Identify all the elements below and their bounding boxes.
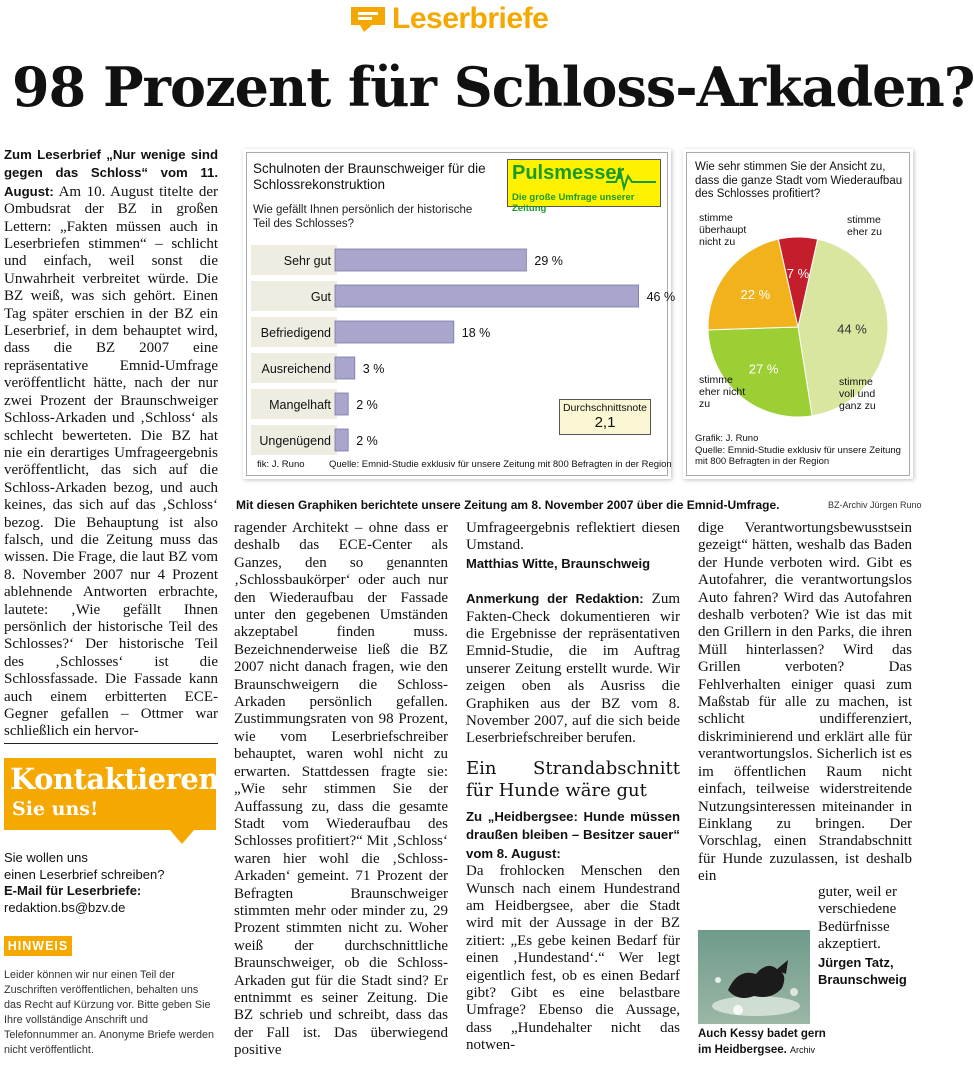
bar-category-label: Sehr gut	[283, 254, 331, 268]
pie-chart-source: Quelle: Emnid-Studie exklusiv für unsere Zeitung mit 800 Befragten in der Region	[695, 445, 901, 467]
pulsmesser-logo	[507, 159, 661, 214]
editor-note-text: Zum Fakten-Check dokumentieren wir die Ergebnisse der repräsentativen Emnid-Studie, die im Auftrag unserer Zeitung erstellt wurde. Wir zeigen oben als Ausriss die Graphiken aus der BZ vom 8. November 2007, auf die sich beide Leserbriefschreiber berufen.	[466, 591, 681, 747]
letter1-column2	[234, 520, 448, 1060]
average-grade-box	[559, 399, 651, 435]
pie-chart-credit: Grafik: J. Runo	[695, 433, 759, 444]
section-title: Leserbriefe	[392, 2, 549, 35]
letter2-author: Jürgen Tatz, Braunschweig	[818, 954, 907, 987]
letter1-kicker: Zum Leserbrief „Nur wenige sind gegen das Schloss“ vom 11. August:	[4, 147, 218, 199]
bar-category-label: Mangelhaft	[269, 398, 331, 412]
pulsmesser-tagline: Die große Umfrage unserer Zeitung	[512, 192, 635, 214]
bar-category-label: Ausreichend	[261, 362, 331, 376]
letter2-column4	[698, 520, 912, 885]
pie-value-label: 22 %	[740, 286, 771, 302]
letter1-body: Am 10. August titelte der Ombudsrat der BZ in großen Lettern: „Fakten müssen auch in Leserbriefen stimmen“ – schlicht und einfach, weil sonst die Unwahrheit verbreitet würde. Die BZ weiß, was sich gehört. Einen Tag später erschien in der BZ ein Leserbrief, in dem behauptet wird, dass die BZ 2007 eine repräsentative Emnid-Umfrage veröffentlicht hätte, nach der nur zwei Prozent der Braunschweiger Schloss-Arkaden und ‚Schloss‘ als schlecht bewerteten. Die BZ hat nie ein derartiges Umfrageergebnis veröffentlicht, das sich auf die Schloss-Arkaden bezog, und auch keines, das sich auf das ‚Schloss‘ bezog. Die Behauptung ist also falsch, und die Zeitung muss das wissen. Die Frage, die laut BZ vom 8. November 2007 nur 4 Prozent ablehnende Antworten erbrachte, lautete: ‚Wie gefällt Ihnen persönlich der historische Teil des Schlosses?‘ Der historische Teil des ‚Schlosses‘ ist die Schlossfassade. Die Fassade kann auch einem erbitterten ECE-Gegner gefallen – Ottmer war schließlich ein hervor-	[4, 183, 218, 740]
letter2-body: Da frohlocken Menschen den Wunsch nach einem Hundestrand am Heidbergsee, aber die Stadt wird mit der Aussage in der BZ zitiert: „Es gebe keinen Bedarf für einen ‚Hundestand‘.“ Wer legt eigentlich fest, ob es einen Bedarf gibt? Gibt es eine belastbare Umfrage? Ebenso die Aussage, dass „Hundehalter nicht das notwen-	[466, 863, 680, 1054]
letter1-body-end: Umfrageergebnis reflektiert diesen Umstand.	[466, 520, 680, 554]
letter2-body-end	[818, 884, 912, 988]
pulse-line-icon	[606, 164, 656, 190]
page-headline: 98 Prozent für Schloss-Arkaden?	[12, 55, 974, 119]
bar-value-label: 18 %	[461, 326, 491, 340]
pie-category-label: stimme eher nicht zu	[699, 374, 746, 410]
bar-chart-credit: fik: J. Runo	[257, 459, 305, 470]
bar-category-label: Befriedigend	[260, 326, 331, 340]
contact-line2: einen Leserbrief schreiben?	[4, 866, 165, 882]
bar-category-label: Gut	[310, 290, 331, 304]
bar	[335, 321, 454, 343]
bar-value-label: 2 %	[356, 434, 378, 448]
bar-chart-source: Quelle: Emnid-Studie exklusiv für unsere Zeitung mit 800 Befragten in der Region	[329, 459, 672, 470]
bar-chart	[247, 239, 676, 479]
contact-email-link[interactable]: redaktion.bs@bzv.de	[4, 899, 126, 915]
bar	[335, 393, 348, 415]
contact-subtitle: Sie uns!	[12, 798, 99, 820]
contact-bubble-tail	[170, 830, 194, 844]
bar	[335, 249, 526, 271]
letter2-body-end-text: guter, weil er verschiedene Bedürfnisse akzeptiert.	[818, 884, 897, 953]
pie-value-label: 7 %	[786, 266, 810, 281]
pie-chart	[687, 209, 909, 419]
bar-value-label: 46 %	[646, 290, 676, 304]
contact-email-label: E-Mail für Leserbriefe:	[4, 883, 142, 898]
average-grade-value: 2,1	[594, 414, 616, 431]
bar	[335, 285, 639, 307]
pie-category-label: stimme eher zu	[847, 214, 883, 238]
contact-text	[4, 850, 218, 916]
letter2-kicker: Zu „Heidbergsee: Hunde müssen draußen bleiben – Besitzer sauer“ vom 8. August:	[466, 808, 680, 861]
contact-box	[4, 758, 219, 830]
chart-caption: Mit diesen Graphiken berichtete unsere Zeitung am 8. November 2007 über die Emnid-Umfrage.	[236, 498, 780, 512]
bar-value-label: 29 %	[534, 254, 563, 268]
pulsmesser-name: Pulsmesser	[512, 162, 625, 184]
pie-chart-title: Wie sehr stimmen Sie der Ansicht zu, dass die ganze Stadt vom Wiederaufbau des Schlosses profitiert?	[695, 161, 903, 200]
bar-chart-title: Schulnoten der Braunschweiger für die Schlossrekonstruktion	[253, 161, 486, 192]
bar	[335, 429, 348, 451]
column-divider	[4, 743, 218, 744]
letter1-column1	[4, 146, 218, 740]
pie-value-label: 44 %	[837, 321, 867, 337]
letter2-body-continued: dige Verantwortungsbewusstsein gezeigt“ hätten, weshalb das Baden der Hunde verboten wird. Gibt es Autofahrer, die verantwortungslos Auto fahren? Wird das Autofahren deshalb verboten? Wie ist das mit den Grillern in den Parks, die ihren Müll hinterlassen? Wird das Grillen verboten? Das Fehlverhalten einiger quasi zum Maßstab für alle zu machen, ist schlicht undifferenziert, diskriminierend und erklärt alle für verantwortungslos. Sicherlich ist es im öffentlichen Raum nicht einfach, teilweise widerstreitende Nutzungsinteressen miteinander in Einklang zu bringen. Der Vorschlag, einen Strandabschnitt für Hunde zuzulassen, ist deshalb ein	[698, 520, 912, 885]
dog-photo-credit: Archiv	[790, 1045, 816, 1055]
average-grade-label: Durchschnittsnote	[562, 402, 648, 414]
contact-title: Kontaktieren	[10, 762, 219, 796]
hinweis-text: Leider können wir nur einen Teil der Zuschriften veröffentlichen, behalten uns das Recht auf Kürzung vor. Bitte geben Sie Ihre vollständige Anschrift und Telefonnummer an. Anonyme Briefe werden nicht veröffentlicht.	[4, 969, 215, 1056]
dog-photo	[698, 930, 810, 1024]
bar-value-label: 2 %	[356, 398, 378, 412]
speech-bubble-icon	[350, 5, 386, 33]
letter1-author: Matthias Witte, Braunschweig	[466, 555, 651, 571]
bar	[335, 357, 355, 379]
pie-category-label: stimme voll und ganz zu	[839, 376, 876, 412]
letter2-headline: Ein Strandabschnitt für Hunde wäre gut	[466, 757, 680, 801]
pie-chart-panel	[686, 152, 910, 476]
bar-chart-question: Wie gefällt Ihnen persönlich der historische Teil des Schlosses?	[253, 204, 473, 230]
section-label	[350, 2, 548, 36]
chart-caption-credit: BZ-Archiv Jürgen Runo	[828, 500, 922, 510]
editor-note-label: Anmerkung der Redaktion:	[466, 591, 644, 607]
dog-photo-caption	[698, 1026, 838, 1058]
letter1-body-continued: ragender Architekt – ohne dass er deshalb das ECE-Center als Ganzes, den so genannten ‚Schlossbaukörper‘ oder auch nur den Wiederaufbau der Fassade unter den gegebenen Umständen akzeptabel finden muss. Bezeichnenderweise ließ die BZ 2007 nicht danach fragen, wie den Braunschweigern die Schloss-Arkaden persönlich gefallen. Zustimmungsraten von 98 Prozent, wie vom Leserbriefschreiber behauptet, waren wohl nicht zu erwarten. Stattdessen fragte sie: „Wie sehr stimmen Sie der Auffassung zu, dass die gesamte Stadt vom Wiederaufbau des Schlosses profitiert?“ Mit ‚Schloss‘ waren hier wohl die ‚Schloss-Arkaden‘ gemeint. 71 Prozent der Befragten Braunschweiger stimmten mehr oder minder zu, 29 Prozent stimmten nicht zu. Woher weiß der durchschnittliche Braunschweiger, ob die Schloss-Arkaden gut für die Stadt sind? Er entnimmt es seiner Zeitung. Die BZ schrieb und schreibt, dass das der Fall ist. Das überwiegend positive	[234, 520, 448, 1059]
hinweis-badge: HINWEIS	[4, 936, 72, 956]
pie-category-label: stimme überhaupt nicht zu	[699, 212, 747, 248]
pie-value-label: 27 %	[748, 361, 779, 377]
bar-chart-panel	[246, 152, 676, 476]
bar-category-label: Ungenügend	[259, 434, 331, 448]
bar-value-label: 3 %	[362, 362, 385, 376]
dog-photo-caption-text: Auch Kessy badet gern im Heidbergsee.	[698, 1028, 826, 1056]
column3	[466, 520, 680, 1060]
contact-line1: Sie wollen uns	[4, 850, 88, 865]
